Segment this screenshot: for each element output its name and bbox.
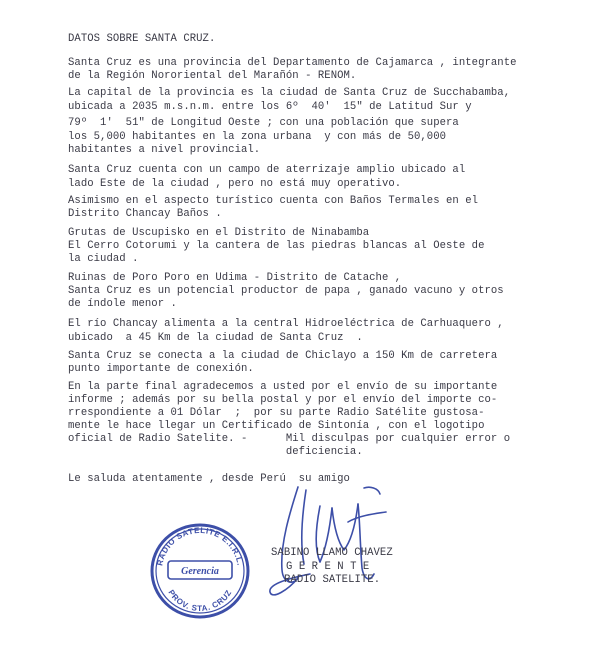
- stamp-top-text: RADIO SATELITE E.I.R.L.: [155, 525, 245, 567]
- gerencia-stamp: [148, 521, 252, 621]
- stamp-bottom-text: PROV. STA. CRUZ: [166, 588, 234, 614]
- signer-role: G E R E N T E: [286, 561, 370, 573]
- body-line: El río Chancay alimenta a la central Hidroeléctrica de Carhuaquero ,: [68, 318, 504, 330]
- body-line: El Cerro Cotorumi y la cantera de las piedras blancas al Oeste de: [68, 240, 485, 252]
- body-line: de la Región Nororiental del Marañón - RENOM.: [68, 70, 357, 82]
- body-line: los 5,000 habitantes en la zona urbana y con más de 50,000: [68, 131, 447, 143]
- body-line: Santa Cruz cuenta con un campo de aterrizaje amplio ubicado al: [68, 164, 466, 176]
- body-line: Distrito Chancay Baños .: [68, 208, 222, 220]
- body-line: habitantes a nivel provincial.: [68, 144, 261, 156]
- body-line: Ruinas de Poro Poro en Udima - Distrito de Catache ,: [68, 272, 402, 284]
- body-line: ubicada a 2035 m.s.n.m. entre los 6º 40' 15" de Latitud Sur y: [68, 101, 472, 113]
- body-line: Santa Cruz es un potencial productor de papa , ganado vacuno y otros: [68, 285, 504, 297]
- handwritten-signature: [268, 482, 398, 607]
- svg-text:PROV. STA. CRUZ: [166, 588, 233, 613]
- body-line: En la parte final agradecemos a usted por el envío de su importante: [68, 381, 498, 393]
- closing-line: Le saluda atentamente , desde Perú su amigo: [68, 473, 350, 485]
- body-line: Santa Cruz es una provincia del Departamento de Cajamarca , integrante: [68, 57, 517, 69]
- body-line: informe ; además por su bella postal y por el envío del importe co-: [68, 394, 498, 406]
- body-line: Santa Cruz se conecta a la ciudad de Chiclayo a 150 Km de carretera: [68, 350, 498, 362]
- body-line: punto importante de conexión.: [68, 363, 254, 375]
- body-line: lado Este de la ciudad , pero no está muy operativo.: [68, 178, 402, 190]
- body-line: Grutas de Uscupisko en el Distrito de Ninabamba: [68, 227, 370, 239]
- body-line: 79º 1' 51" de Longitud Oeste ; con una población que supera: [68, 117, 459, 129]
- letter-title: DATOS SOBRE SANTA CRUZ.: [68, 33, 216, 45]
- body-line: de índole menor .: [68, 298, 177, 310]
- body-line: rrespondiente a 01 Dólar ; por su parte Radio Satélite gustosa-: [68, 407, 485, 419]
- body-line: Asimismo en el aspecto turístico cuenta con Baños Termales en el: [68, 195, 479, 207]
- signer-name: SABINO LLAMO CHAVEZ: [271, 547, 393, 559]
- body-line: la ciudad .: [68, 253, 139, 265]
- body-line: oficial de Radio Satelite. - Mil disculpas por cualquier error o: [68, 433, 511, 445]
- body-line: La capital de la provincia es la ciudad de Santa Cruz de Succhabamba,: [68, 87, 511, 99]
- body-line: mente le hace llegar un Certificado de Sintonía , con el logotipo: [68, 420, 485, 432]
- body-line: ubicado a 45 Km de la ciudad de Santa Cruz .: [68, 332, 363, 344]
- body-line: deficiencia.: [68, 446, 363, 458]
- signer-station: RADIO SATELITE.: [284, 574, 381, 586]
- stamp-center-text: Gerencia: [181, 566, 219, 577]
